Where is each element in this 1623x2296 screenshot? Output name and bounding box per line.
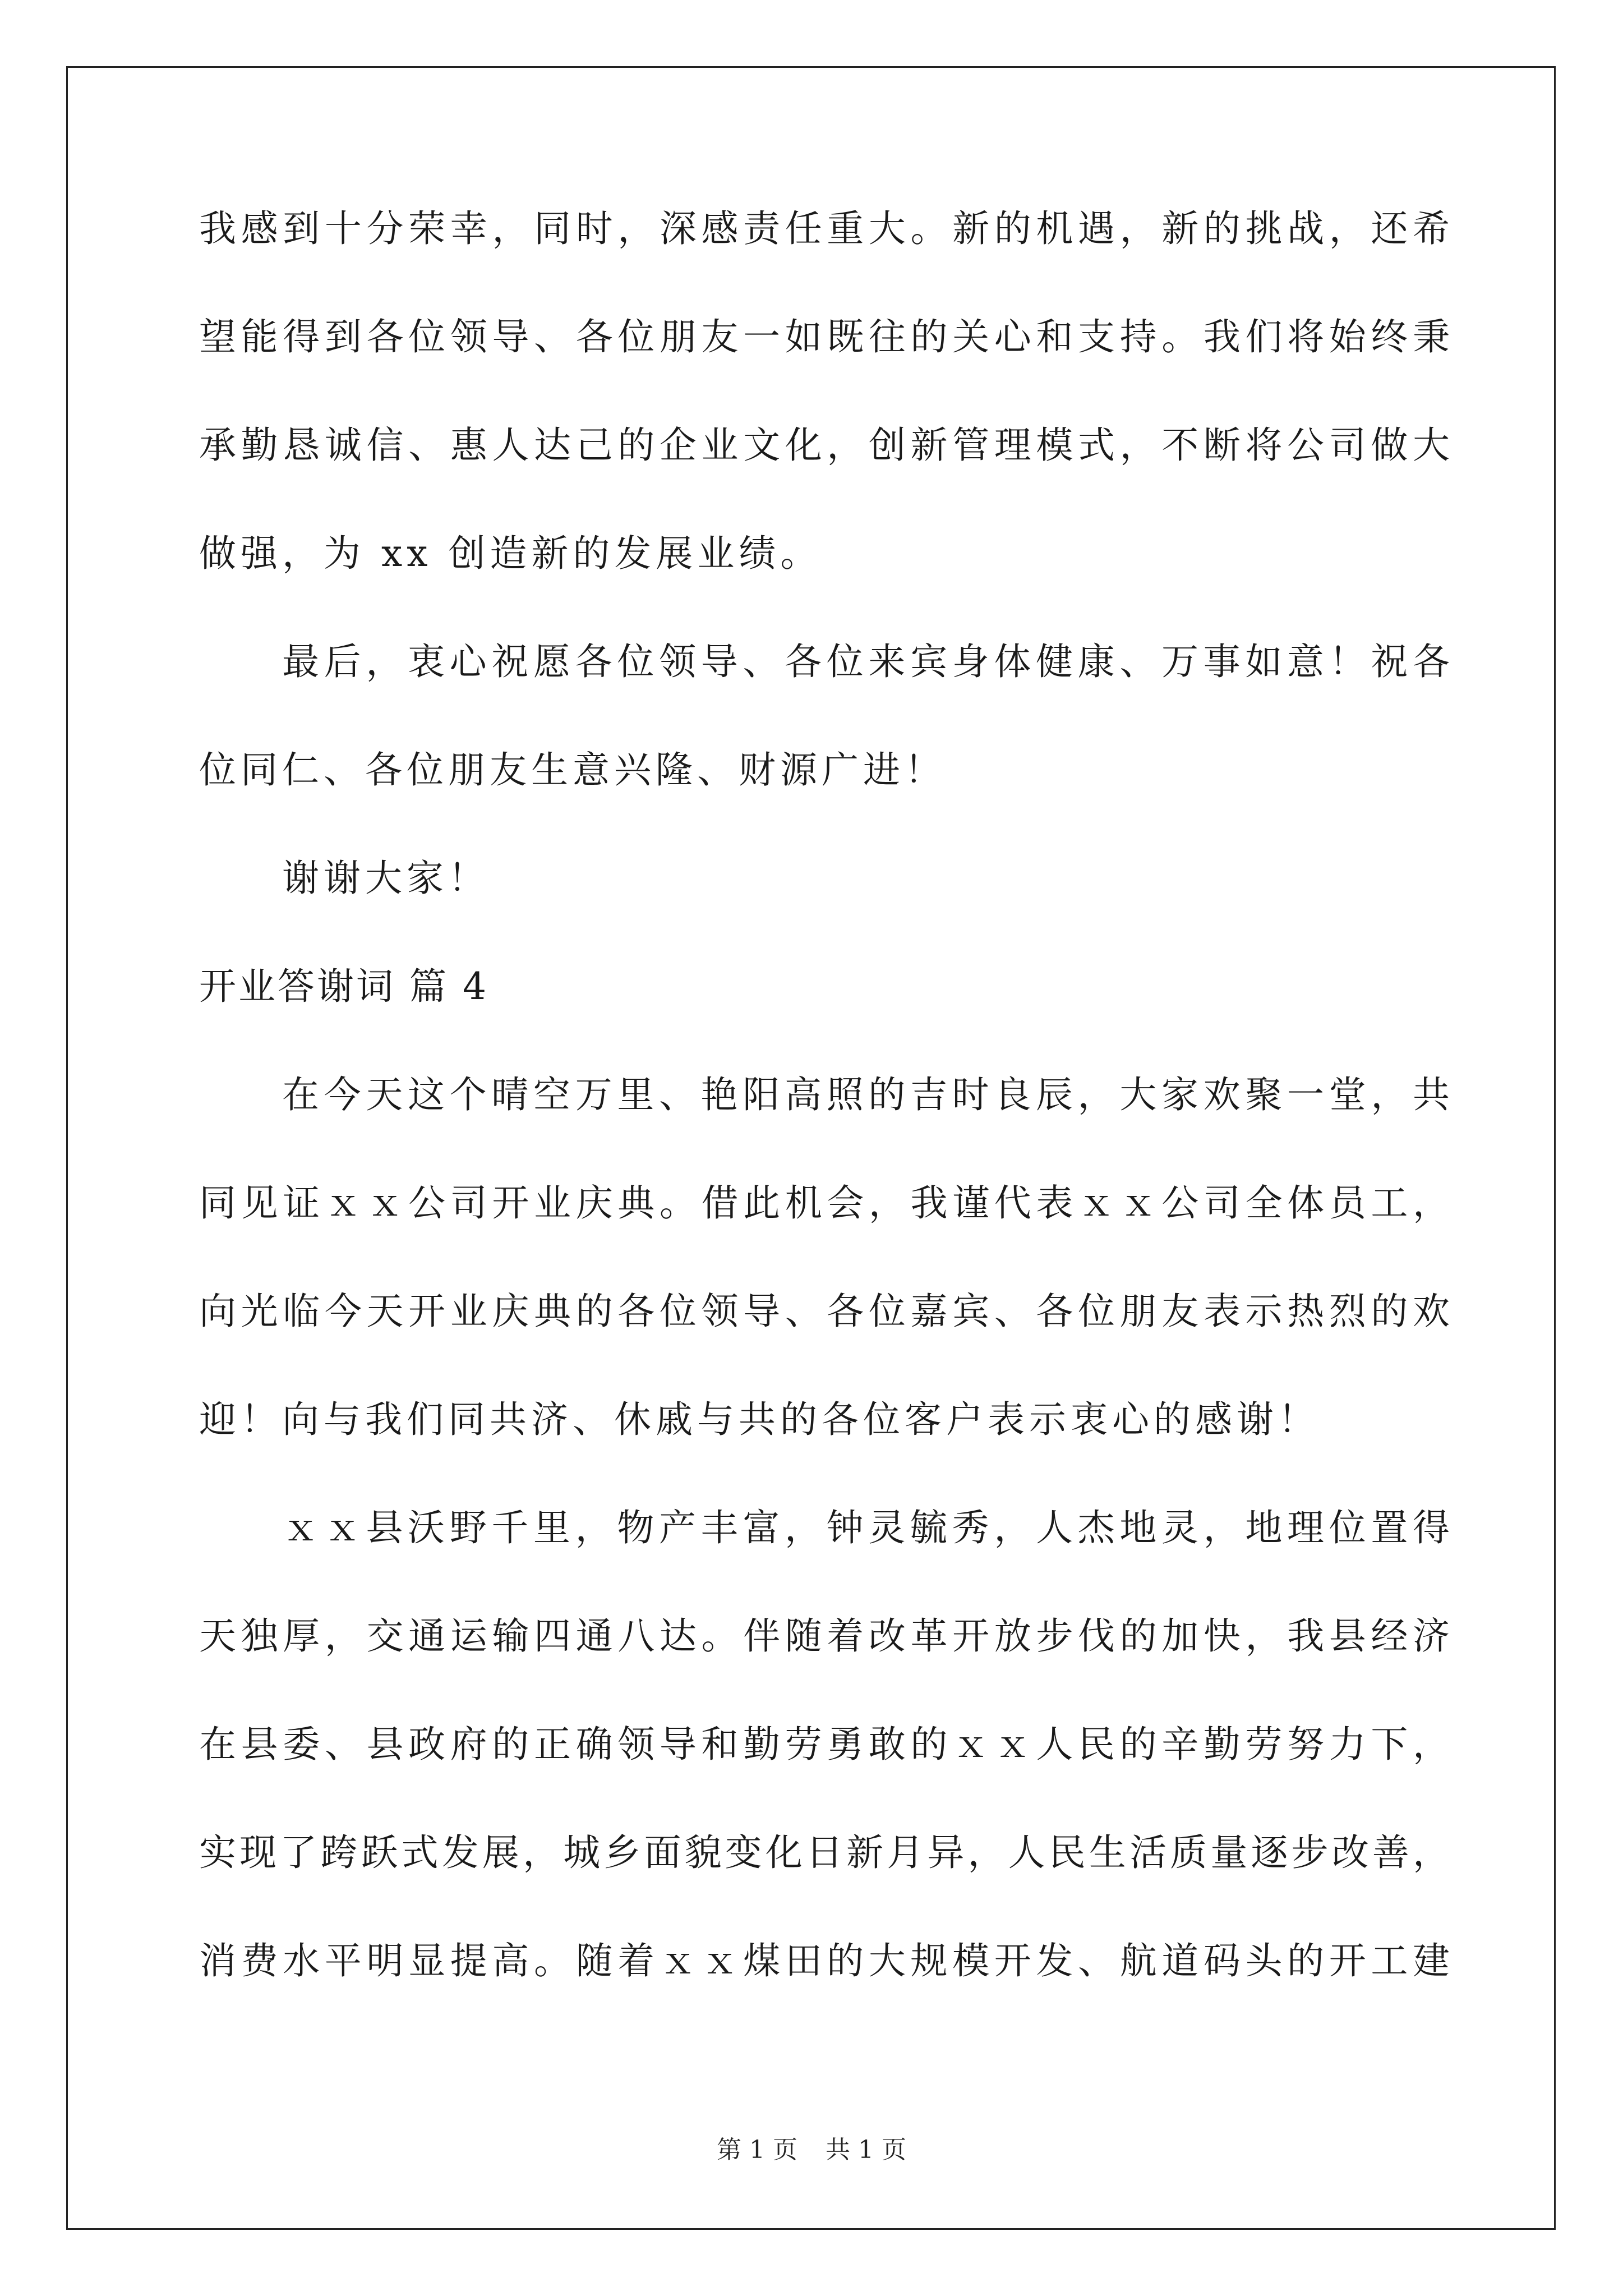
body-line: 谢谢大家！	[282, 857, 490, 900]
body-line: ｘｘ县沃野千里，物产丰富，钟灵毓秀，人杰地灵，地理位置得	[282, 1506, 1450, 1549]
section-heading: 开业答谢词 篇 4	[199, 965, 488, 1008]
body-line: 向光临今天开业庆典的各位领导、各位嘉宾、各位朋友表示热烈的欢	[199, 1290, 1450, 1333]
body-line: 望能得到各位领导、各位朋友一如既往的关心和支持。我们将始终秉	[199, 315, 1450, 358]
body-line: 最后，衷心祝愿各位领导、各位来宾身体健康、万事如意！祝各	[282, 640, 1450, 683]
body-line: 迎！向与我们同共济、休戚与共的各位客户表示衷心的感谢！	[199, 1398, 1320, 1441]
body-line: 天独厚，交通运输四通八达。伴随着改革开放步伐的加快，我县经济	[199, 1614, 1450, 1658]
body-line: 我感到十分荣幸，同时，深感责任重大。新的机遇，新的挑战，还希	[199, 207, 1450, 250]
body-line: 消费水平明显提高。随着ｘｘ煤田的大规模开发、航道码头的开工建	[199, 1939, 1450, 1982]
body-line: 位同仁、各位朋友生意兴隆、财源广进！	[199, 748, 946, 792]
body-line: 在今天这个晴空万里、艳阳高照的吉时良辰，大家欢聚一堂，共	[282, 1073, 1450, 1116]
page-footer	[0, 2134, 1623, 2166]
body-line: 在县委、县政府的正确领导和勤劳勇敢的ｘｘ人民的辛勤劳努力下，	[199, 1723, 1450, 1766]
body-line: 做强，为 xx 创造新的发展业绩。	[199, 532, 822, 575]
page-number: 第 1 页	[717, 2136, 797, 2164]
document-body	[199, 202, 1450, 2042]
body-line: 同见证ｘｘ公司开业庆典。借此机会，我谨代表ｘｘ公司全体员工，	[199, 1181, 1450, 1225]
body-line: 承勤恳诚信、惠人达己的企业文化，创新管理模式，不断将公司做大	[199, 424, 1450, 467]
page-total: 共 1 页	[826, 2136, 906, 2164]
body-line: 实现了跨跃式发展，城乡面貌变化日新月异，人民生活质量逐步改善，	[199, 1831, 1450, 1874]
